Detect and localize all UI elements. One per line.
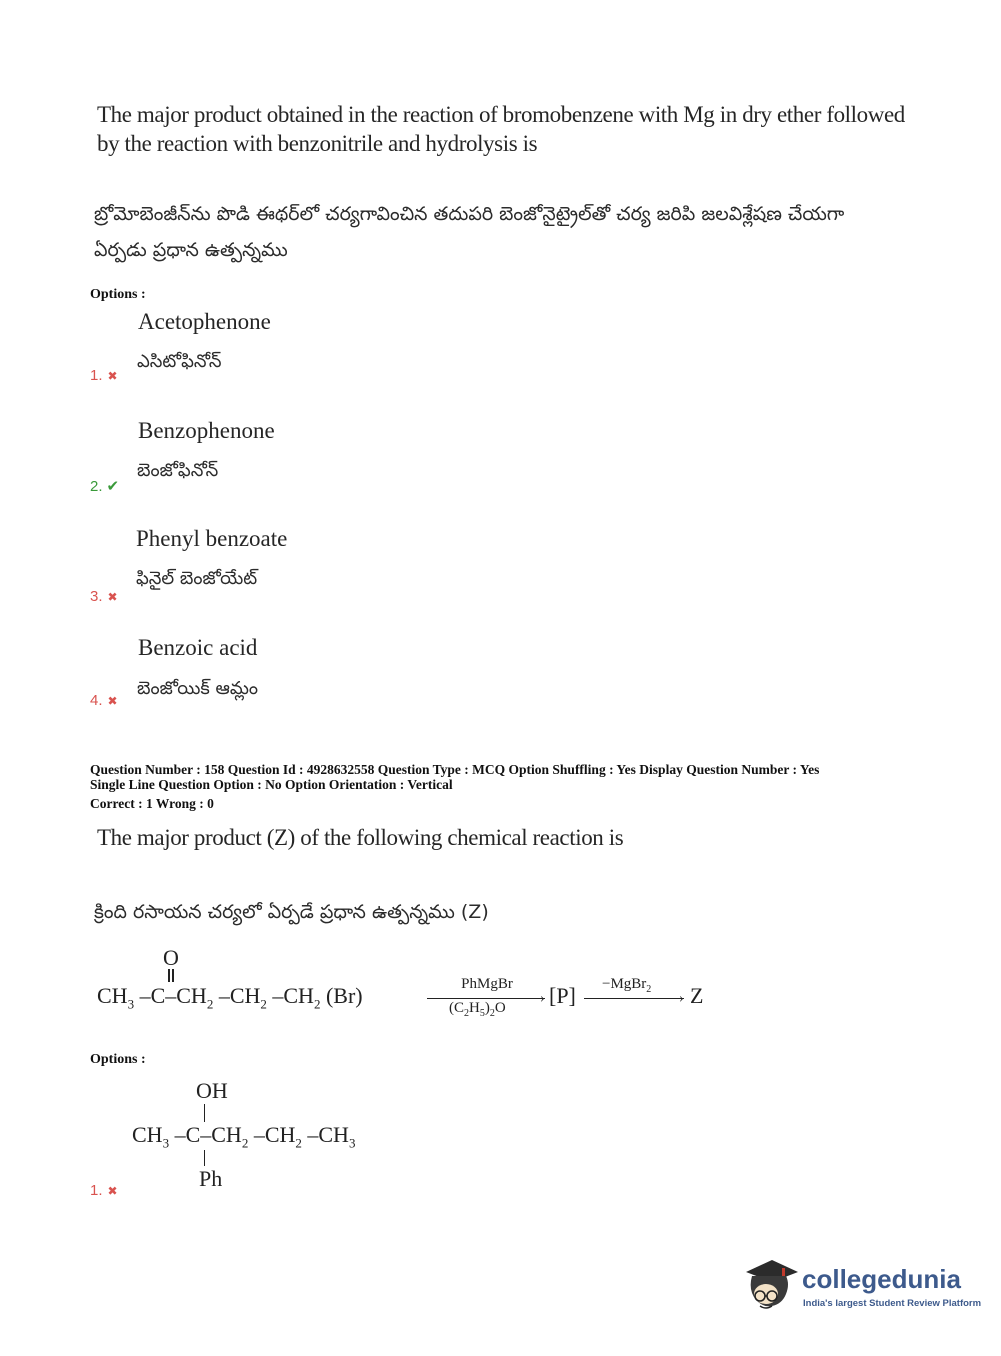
option-2-telugu: బెంజోఫినోన్	[137, 460, 219, 481]
option-1-structure	[132, 1078, 432, 1198]
options-label-2: Options :	[90, 1052, 146, 1067]
option-1-marker	[90, 367, 118, 385]
option-4-telugu: బెంజోయిక్ ఆమ్లం	[137, 678, 259, 699]
arrowhead-icon: ›	[679, 991, 684, 1006]
reagent-top: PhMgBr	[461, 976, 513, 992]
reactant-formula: $CH_3$ $-C-CH_2$ $-CH_2$ $-CH_2$ (Br)	[97, 983, 363, 1012]
reaction-arrow-2	[584, 998, 684, 999]
cross-icon: ✖	[107, 1184, 118, 1198]
option-number: 1.	[90, 367, 103, 384]
question-meta-line-2: Single Line Question Option : No Option Orientation : Vertical	[90, 777, 453, 792]
reaction-equation	[97, 945, 757, 1025]
double-bond	[168, 969, 174, 982]
collegedunia-logo	[742, 1250, 982, 1320]
option-1-telugu: ఎసిటోఫినోన్	[137, 351, 222, 372]
question-line-2: by the reaction with benzonitrile and hydrolysis is	[97, 131, 538, 156]
option-4-english: Benzoic acid	[138, 635, 258, 660]
question-telugu-line-2: ఏర్పడు ప్రధాన ఉత్పన్నము	[94, 239, 288, 261]
question-line-1: The major product obtained in the reaction of bromobenzene with Mg in dry ether followed	[97, 102, 905, 127]
question-meta	[90, 762, 970, 811]
option-3-telugu: ఫినైల్ బెంజోయేట్	[136, 568, 258, 589]
option-1-english: Acetophenone	[138, 309, 271, 334]
option-number: 4.	[90, 692, 103, 709]
question-meta-line-1: Question Number : 158 Question Id : 4928632558 Question Type : MCQ Option Shuffling : Yes Display Question Number : Yes	[90, 762, 820, 777]
ph-group: Ph	[199, 1166, 223, 1191]
option-3-marker	[90, 588, 118, 606]
option-number: 2.	[90, 478, 103, 495]
brand-tagline: India's largest Student Review Platform	[803, 1298, 982, 1309]
q2-option-1-marker	[90, 1182, 118, 1200]
question-telugu-line-1: బ్రోమోబెంజీన్‌ను పొడి ఈథర్‌లో చర్యగావించిన తదుపరి బెంజోనైట్రైల్‌తో చర్య జరిపి జలవిశ్లేషణ చేయగా	[94, 203, 845, 225]
option-2-english: Benzophenone	[138, 418, 275, 443]
product-z: Z	[690, 983, 704, 1008]
check-icon: ✔	[106, 479, 120, 495]
cross-icon: ✖	[107, 590, 118, 604]
elimination-label: −MgBr$_2$	[602, 976, 652, 995]
reagent-bottom: $(C_2H_5)_2O$	[449, 1000, 506, 1019]
question-2-text-telugu: క్రింది రసాయన చర్యలో ఏర్పడే ప్రధాన ఉత్పన్నము (Z)	[94, 901, 489, 923]
carbonyl-oxygen: O	[163, 945, 179, 970]
mascot-icon	[742, 1250, 800, 1316]
option-number: 3.	[90, 588, 103, 605]
question-text-telugu	[94, 196, 924, 268]
option-number: 1.	[90, 1182, 103, 1199]
options-label: Options :	[90, 287, 146, 302]
intermediate: [P]	[549, 983, 576, 1008]
cross-icon: ✖	[107, 369, 118, 383]
bond-down	[204, 1150, 205, 1166]
question-text	[97, 100, 917, 158]
reaction-arrow-1	[427, 998, 545, 999]
bond-up	[204, 1104, 205, 1122]
arrowhead-icon: ›	[540, 991, 545, 1006]
structure-main-chain: $CH_3$ $-C-CH_2$ $-CH_2$ $-CH_3$	[132, 1122, 356, 1151]
question-meta-line-3: Correct : 1 Wrong : 0	[90, 796, 214, 811]
question-2-text: The major product (Z) of the following chemical reaction is	[97, 825, 624, 850]
option-2-marker	[90, 477, 119, 496]
brand-name: collegedunia	[802, 1264, 961, 1294]
cross-icon: ✖	[107, 694, 118, 708]
option-4-marker	[90, 692, 118, 710]
option-3-english: Phenyl benzoate	[136, 526, 288, 551]
oh-group: OH	[196, 1078, 228, 1103]
